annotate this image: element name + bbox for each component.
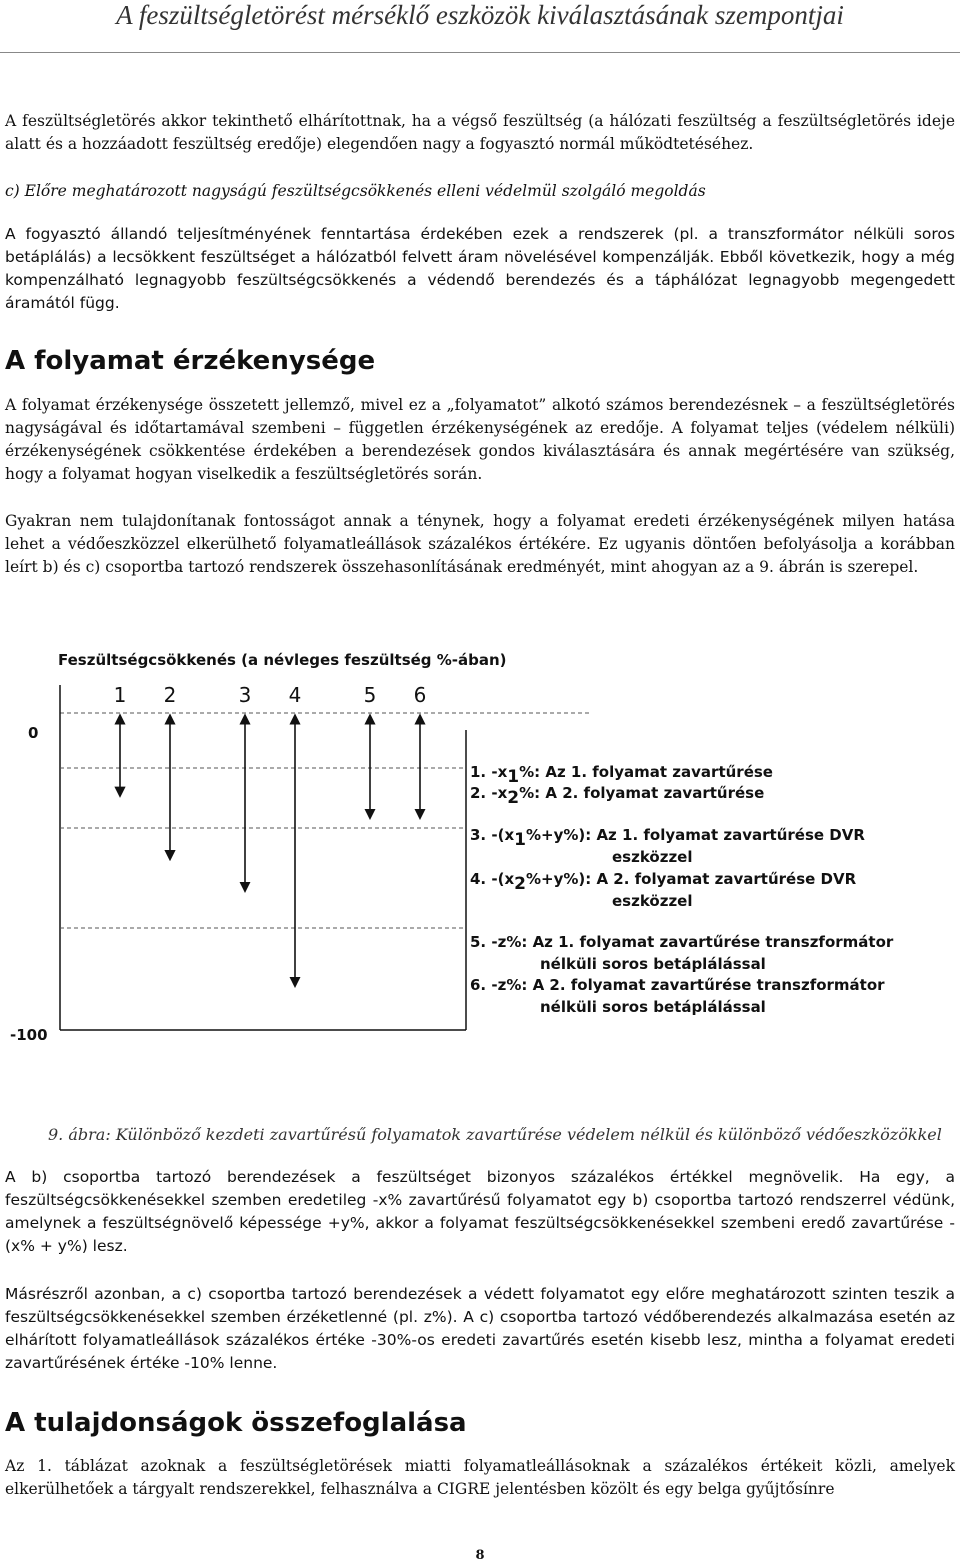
legend-item-3-continuation: eszközzel [612, 848, 693, 866]
paragraph-b-group: A b) csoportba tartozó berendezések a feszültséget bizonyos százalékos értékkel megnövelik. Ha egy, a feszültségcsökkenésekkel szemben eredetileg -x% zavartűrésű folyamatot egy b) csoportba tartozó rendszerrel védünk, amelynek a feszültségnövelő képessége +y%, akkor a folyamat feszültségcsökkenésekkel szembeni eredő zavartűrése -(x% + y%) lesz. [5, 1168, 955, 1255]
section-title-process-sensitivity: A folyamat érzékenysége [5, 346, 376, 376]
column-numbers [114, 683, 427, 707]
paragraph-importance: Gyakran nem tulajdonítanak fontosságot annak a ténynek, hogy a folyamat eredeti érzékenységének milyen hatása lehet a védőeszközzel elkerülhető folyamatleállások százalékos értékére. Ez ugyanis döntően befolyásolja a korábban leírt b) és c) csoportba tartozó rendszerek összehasonlításának eredményét, mint ahogyan az a 9. ábrán is szerepel. [5, 512, 955, 576]
figure-title: Feszültségcsökkenés (a névleges feszültség %-ában) [58, 651, 507, 669]
paragraph-c-group: Másrészről azonban, a c) csoportba tartozó berendezések a védett folyamatot egy előre meghatározott szinten teszik a feszültségcsökkenésekkel szemben érzéketlenné (pl. z%). A c) csoportba tartozó védőberendezés alkalmazása esetén az elhárított folyamatleállások százalékos értéke -30%-os eredeti zavartűrés esetén kisebb lesz, mintha a folyamat eredeti zavartűrésének értéke -10% lenne. [5, 1285, 955, 1372]
figure-9 [0, 640, 960, 1080]
legend-item-6: 6. -z%: A 2. folyamat zavartűrése transzformátor [470, 976, 885, 994]
paragraph-process-sensitivity: A folyamat érzékenysége összetett jellemző, mivel ez a „folyamatot” alkotó számos berendezésnek – a feszültségletörés nagyságával és időtartamával szembeni – független érzékenységének az eredője. A folyamat teljes (védelem nélküli) érzékenységének csökkentése érdekében a berendezések gondos kiválasztására és annak megértésére van szükség, hogy a folyamat hogyan viselkedik a feszültségletörés során. [5, 396, 955, 483]
figure-arrows [120, 719, 420, 982]
legend-item-6-continuation: nélküli soros betáplálással [540, 998, 766, 1016]
legend-item-1: 1. -x1%: Az 1. folyamat zavartűrése [470, 763, 773, 787]
section-title-summary: A tulajdonságok összefoglalása [5, 1408, 467, 1438]
paragraph-intro: A feszültségletörés akkor tekinthető elhárítottnak, ha a végső feszültség (a hálózati feszültség a feszültségletörés ideje alatt és a hozzáadott feszültség eredője) elegendően nagy a fogyasztó normál működtetéséhez. [5, 112, 955, 153]
page-number: 8 [475, 1548, 485, 1563]
paragraph-summary: Az 1. táblázat azoknak a feszültségletörések miatti folyamatleállásoknak a százalékos értékeit közli, amelyek elkerülhetőek a tárgyalt rendszerekkel, felhasználva a CIGRE jelentésben közölt és egy belga gyűjtősínre [5, 1457, 955, 1498]
legend-item-3: 3. -(x1%+y%): Az 1. folyamat zavartűrése DVR [470, 826, 865, 850]
column-number-1: 1 [113, 683, 127, 707]
subheading-c: c) Előre meghatározott nagyságú feszültségcsökkenés elleni védelmül szolgáló megoldás [5, 182, 706, 200]
header-divider [0, 52, 960, 53]
legend-item-5-continuation: nélküli soros betáplálással [540, 955, 766, 973]
legend-item-2: 2. -x2%: A 2. folyamat zavartűrése [470, 784, 765, 808]
figure-legend [470, 763, 894, 1016]
figure-diagram [0, 640, 960, 1080]
legend-item-4: 4. -(x2%+y%): A 2. folyamat zavartűrése DVR [470, 870, 857, 894]
legend-item-5: 5. -z%: Az 1. folyamat zavartűrése transzformátor [470, 933, 894, 951]
figure-caption: 9. ábra: Különböző kezdeti zavartűrésű folyamatok zavartűrése védelem nélkül és különböző védőeszközökkel [48, 1125, 942, 1144]
y-bottom-label: -100 [10, 1026, 48, 1044]
paragraph-c-description: A fogyasztó állandó teljesítményének fenntartása érdekében ezek a rendszerek (pl. a transzformátor nélküli soros betáplálás) a lecsökkent feszültséget a hálózatból felvett áram növelésével kompenzálják. Ebből következik, hogy a még kompenzálható legnagyobb feszültségcsökkenés a védendő berendezés és a táphálózat legnagyobb megengedett áramától függ. [5, 225, 955, 312]
page-header-title: A feszültségletörést mérséklő eszközök kiválasztásának szempontjai [116, 0, 844, 30]
y-top-label: 0 [28, 724, 39, 742]
legend-item-4-continuation: eszközzel [612, 892, 693, 910]
column-number-4: 4 [288, 683, 302, 707]
column-number-2: 2 [163, 683, 177, 707]
column-number-6: 6 [413, 683, 427, 707]
column-number-3: 3 [238, 683, 252, 707]
column-number-5: 5 [363, 683, 377, 707]
